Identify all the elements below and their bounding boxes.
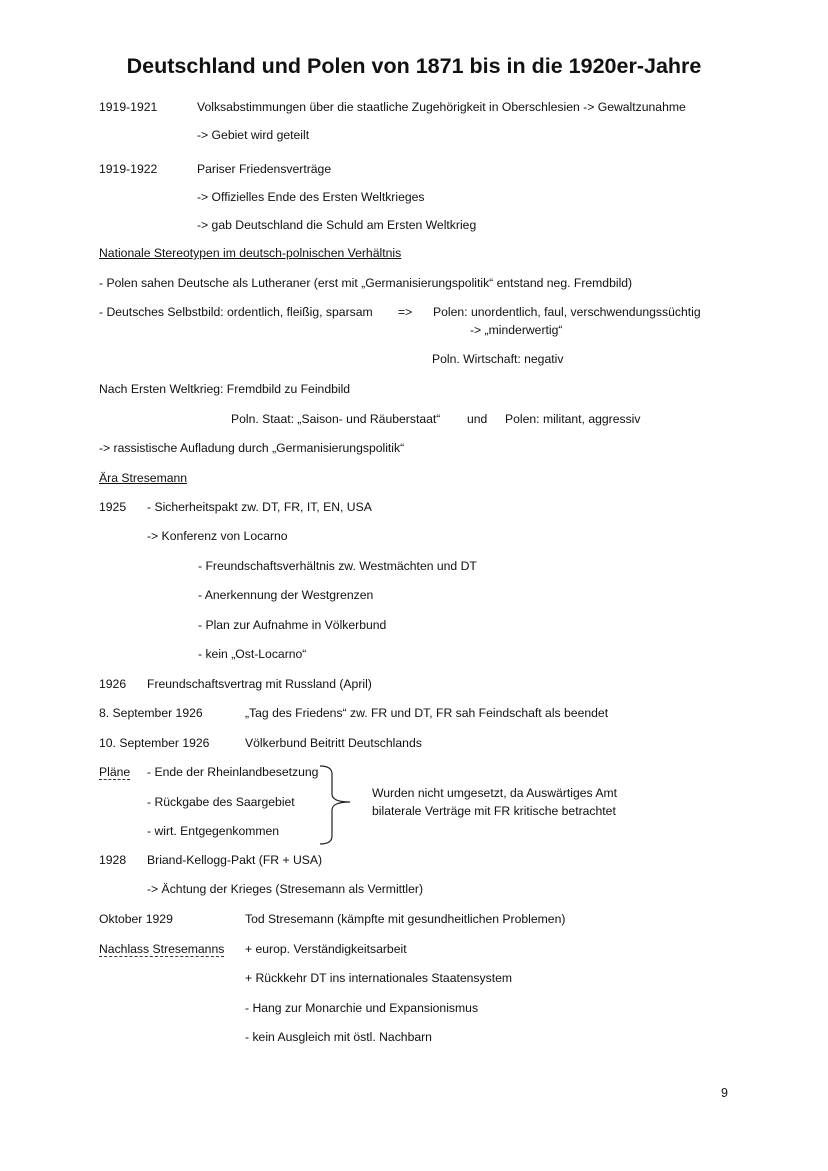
entry-1919-1921: Volksabstimmungen über die staatliche Zugehörigkeit in Oberschlesien -> Gewaltzunahme	[197, 100, 686, 114]
plan-item: - Rückgabe des Saargebiet	[147, 795, 295, 809]
nachlass-item: + Rückkehr DT ins internationales Staatensystem	[245, 971, 513, 985]
section-heading-stereotypes: Nationale Stereotypen im deutsch-polnischen Verhältnis	[99, 246, 402, 260]
entry-1928: Briand-Kellogg-Pakt (FR + USA)	[147, 853, 323, 867]
date-1919-1922: 1919-1922	[99, 162, 158, 176]
entry-8-september-1926: „Tag des Friedens“ zw. FR und DT, FR sah Feindschaft als beendet	[245, 706, 609, 720]
entry-1928-sub: -> Ächtung der Krieges (Stresemann als Vermittler)	[147, 882, 424, 896]
nachlass-item: - Hang zur Monarchie und Expansionismus	[245, 1001, 479, 1015]
page-number: 9	[721, 1086, 728, 1100]
section-heading-stresemann: Ära Stresemann	[99, 471, 188, 485]
plan-item: - wirt. Entgegenkommen	[147, 824, 280, 838]
stereotype-racist: -> rassistische Aufladung durch „Germanisierungspolitik“	[99, 441, 405, 455]
stereotype-self-image: - Deutsches Selbstbild: ordentlich, fleißig, sparsam	[99, 305, 373, 319]
stereotype-poles: Polen: unordentlich, faul, verschwendungssüchtig	[433, 305, 701, 319]
entry-1919-1921-sub: -> Gebiet wird geteilt	[197, 128, 310, 142]
date-1926: 1926	[99, 677, 127, 691]
stereotype-state: Poln. Staat: „Saison- und Räuberstaat“	[231, 412, 441, 426]
nachlass-item: - kein Ausgleich mit östl. Nachbarn	[245, 1030, 432, 1044]
locarno-item: - Plan zur Aufnahme in Völkerbund	[198, 618, 387, 632]
plaene-note: Wurden nicht umgesetzt, da Auswärtiges Amt	[372, 786, 617, 800]
stereotype-militant: Polen: militant, aggressiv	[505, 412, 641, 426]
plan-item: - Ende der Rheinlandbesetzung	[147, 765, 319, 779]
plaene-label	[99, 765, 130, 780]
nachlass-item: + europ. Verständigkeitsarbeit	[245, 942, 407, 956]
entry-10-september-1926: Völkerbund Beitritt Deutschlands	[245, 736, 422, 750]
date-oktober-1929: Oktober 1929	[99, 912, 173, 926]
stereotype-economy: Poln. Wirtschaft: negativ	[432, 352, 564, 366]
date-1928: 1928	[99, 853, 127, 867]
nachlass-label	[99, 942, 224, 957]
entry-oktober-1929: Tod Stresemann (kämpfte mit gesundheitlichen Problemen)	[245, 912, 566, 926]
entry-1919-1922-sub2: -> gab Deutschland die Schuld am Ersten Weltkrieg	[197, 218, 477, 232]
entry-1925: - Sicherheitspakt zw. DT, FR, IT, EN, USA	[147, 500, 372, 514]
date-1925: 1925	[99, 500, 127, 514]
date-10-september-1926: 10. September 1926	[99, 736, 210, 750]
stereotype-line: - Polen sahen Deutsche als Lutheraner (erst mit „Germanisierungspolitik“ entstand neg. Fremdbild)	[99, 276, 633, 290]
locarno-item: - Freundschaftsverhältnis zw. Westmächten und DT	[198, 559, 477, 573]
stereotype-minderwertig: -> „minderwertig“	[470, 323, 563, 337]
page-title: Deutschland und Polen von 1871 bis in die 1920er-Jahre	[126, 54, 702, 78]
locarno-item: - Anerkennung der Westgrenzen	[198, 588, 374, 602]
plaene-note: bilaterale Verträge mit FR kritische betrachtet	[372, 804, 616, 818]
entry-locarno: -> Konferenz von Locarno	[147, 529, 288, 543]
nachlass-label-text: Nachlass Stresemanns	[99, 942, 225, 956]
locarno-item: - kein „Ost-Locarno“	[198, 647, 307, 661]
curly-brace-icon	[318, 764, 364, 846]
stereotype-after-war: Nach Ersten Weltkrieg: Fremdbild zu Feindbild	[99, 382, 351, 396]
date-1919-1921: 1919-1921	[99, 100, 158, 114]
date-8-september-1926: 8. September 1926	[99, 706, 203, 720]
entry-1926: Freundschaftsvertrag mit Russland (April)	[147, 677, 372, 691]
arrow-symbol: =>	[398, 305, 413, 319]
plaene-label-text: Pläne	[99, 765, 131, 779]
entry-1919-1922: Pariser Friedensverträge	[197, 162, 332, 176]
conjunction-und: und	[467, 412, 488, 426]
entry-1919-1922-sub1: -> Offizielles Ende des Ersten Weltkrieges	[197, 190, 425, 204]
